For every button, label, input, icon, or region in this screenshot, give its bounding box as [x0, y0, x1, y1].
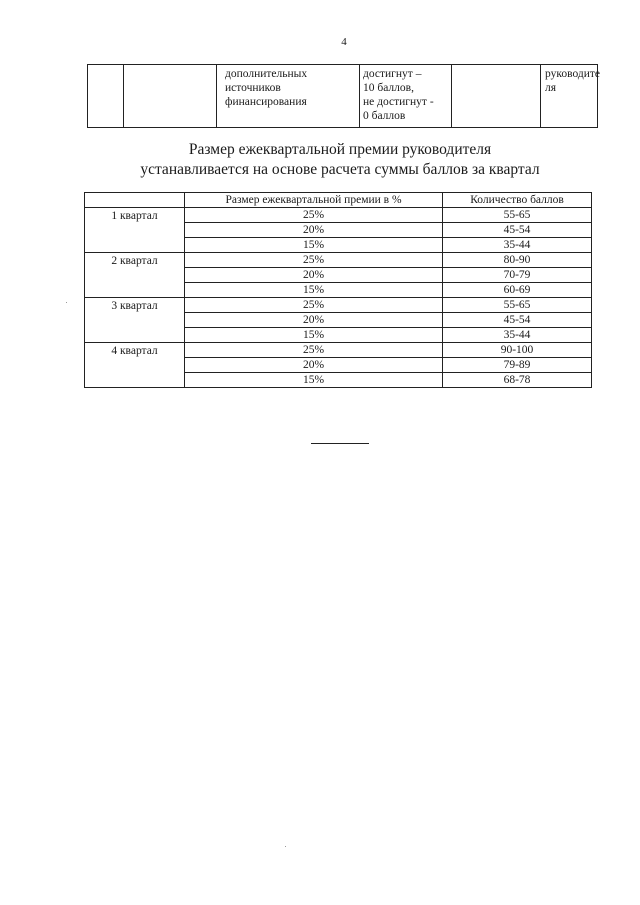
quarter-label: 1 квартал — [85, 208, 185, 253]
score-range-cell: 90-100 — [443, 343, 592, 358]
quarterly-bonus-table — [84, 192, 592, 388]
table-cell-indicator — [124, 65, 217, 128]
score-range-cell: 80-90 — [443, 253, 592, 268]
heading-line-2: устанавливается на основе расчета суммы баллов за квартал — [140, 161, 540, 178]
bonus-percent-cell: 25% — [185, 208, 443, 223]
score-range-cell: 79-89 — [443, 358, 592, 373]
score-range-cell: 55-65 — [443, 298, 592, 313]
bonus-percent-cell: 25% — [185, 298, 443, 313]
table-cell-criterion: дополнительных источников финансирования — [217, 65, 360, 128]
bonus-percent-cell: 20% — [185, 223, 443, 238]
bonus-percent-cell: 20% — [185, 268, 443, 283]
table-cell-number — [88, 65, 124, 128]
table-header-row — [85, 193, 592, 208]
bonus-percent-cell: 25% — [185, 253, 443, 268]
heading-line-1: Размер ежеквартальной премии руководителя — [188, 141, 492, 158]
table-cell-period — [452, 65, 541, 128]
quarter-label: 2 квартал — [85, 253, 185, 298]
table-row — [88, 65, 598, 128]
column-header-bonus-percent: Размер ежеквартальной премии в % — [185, 193, 443, 208]
page-number: 4 — [341, 36, 347, 48]
bonus-percent-cell: 15% — [185, 328, 443, 343]
scan-speck — [285, 846, 286, 847]
table-cell-responsible: руководите ля — [541, 65, 598, 128]
bonus-percent-cell: 15% — [185, 238, 443, 253]
score-range-cell: 45-54 — [443, 313, 592, 328]
end-of-document-rule — [311, 443, 369, 444]
score-range-cell: 35-44 — [443, 238, 592, 253]
score-range-cell: 35-44 — [443, 328, 592, 343]
score-range-cell: 60-69 — [443, 283, 592, 298]
criteria-table-fragment — [87, 64, 601, 128]
score-range-cell: 45-54 — [443, 223, 592, 238]
score-range-cell: 55-65 — [443, 208, 592, 223]
bonus-percent-cell: 20% — [185, 358, 443, 373]
bonus-percent-cell: 15% — [185, 283, 443, 298]
column-header-score: Количество баллов — [443, 193, 592, 208]
table-cell-scoring: достигнут – 10 баллов, не достигнут - 0 баллов — [360, 65, 452, 128]
section-heading — [0, 140, 640, 180]
bonus-percent-cell: 15% — [185, 373, 443, 388]
quarter-label: 4 квартал — [85, 343, 185, 388]
bonus-percent-cell: 25% — [185, 343, 443, 358]
column-header-quarter — [85, 193, 185, 208]
table-row — [85, 208, 592, 223]
quarter-label: 3 квартал — [85, 298, 185, 343]
table-body — [85, 208, 592, 388]
table-row — [85, 253, 592, 268]
table-row — [85, 298, 592, 313]
score-range-cell: 70-79 — [443, 268, 592, 283]
table-row — [85, 343, 592, 358]
bonus-percent-cell: 20% — [185, 313, 443, 328]
scan-speck — [66, 302, 67, 303]
score-range-cell: 68-78 — [443, 373, 592, 388]
